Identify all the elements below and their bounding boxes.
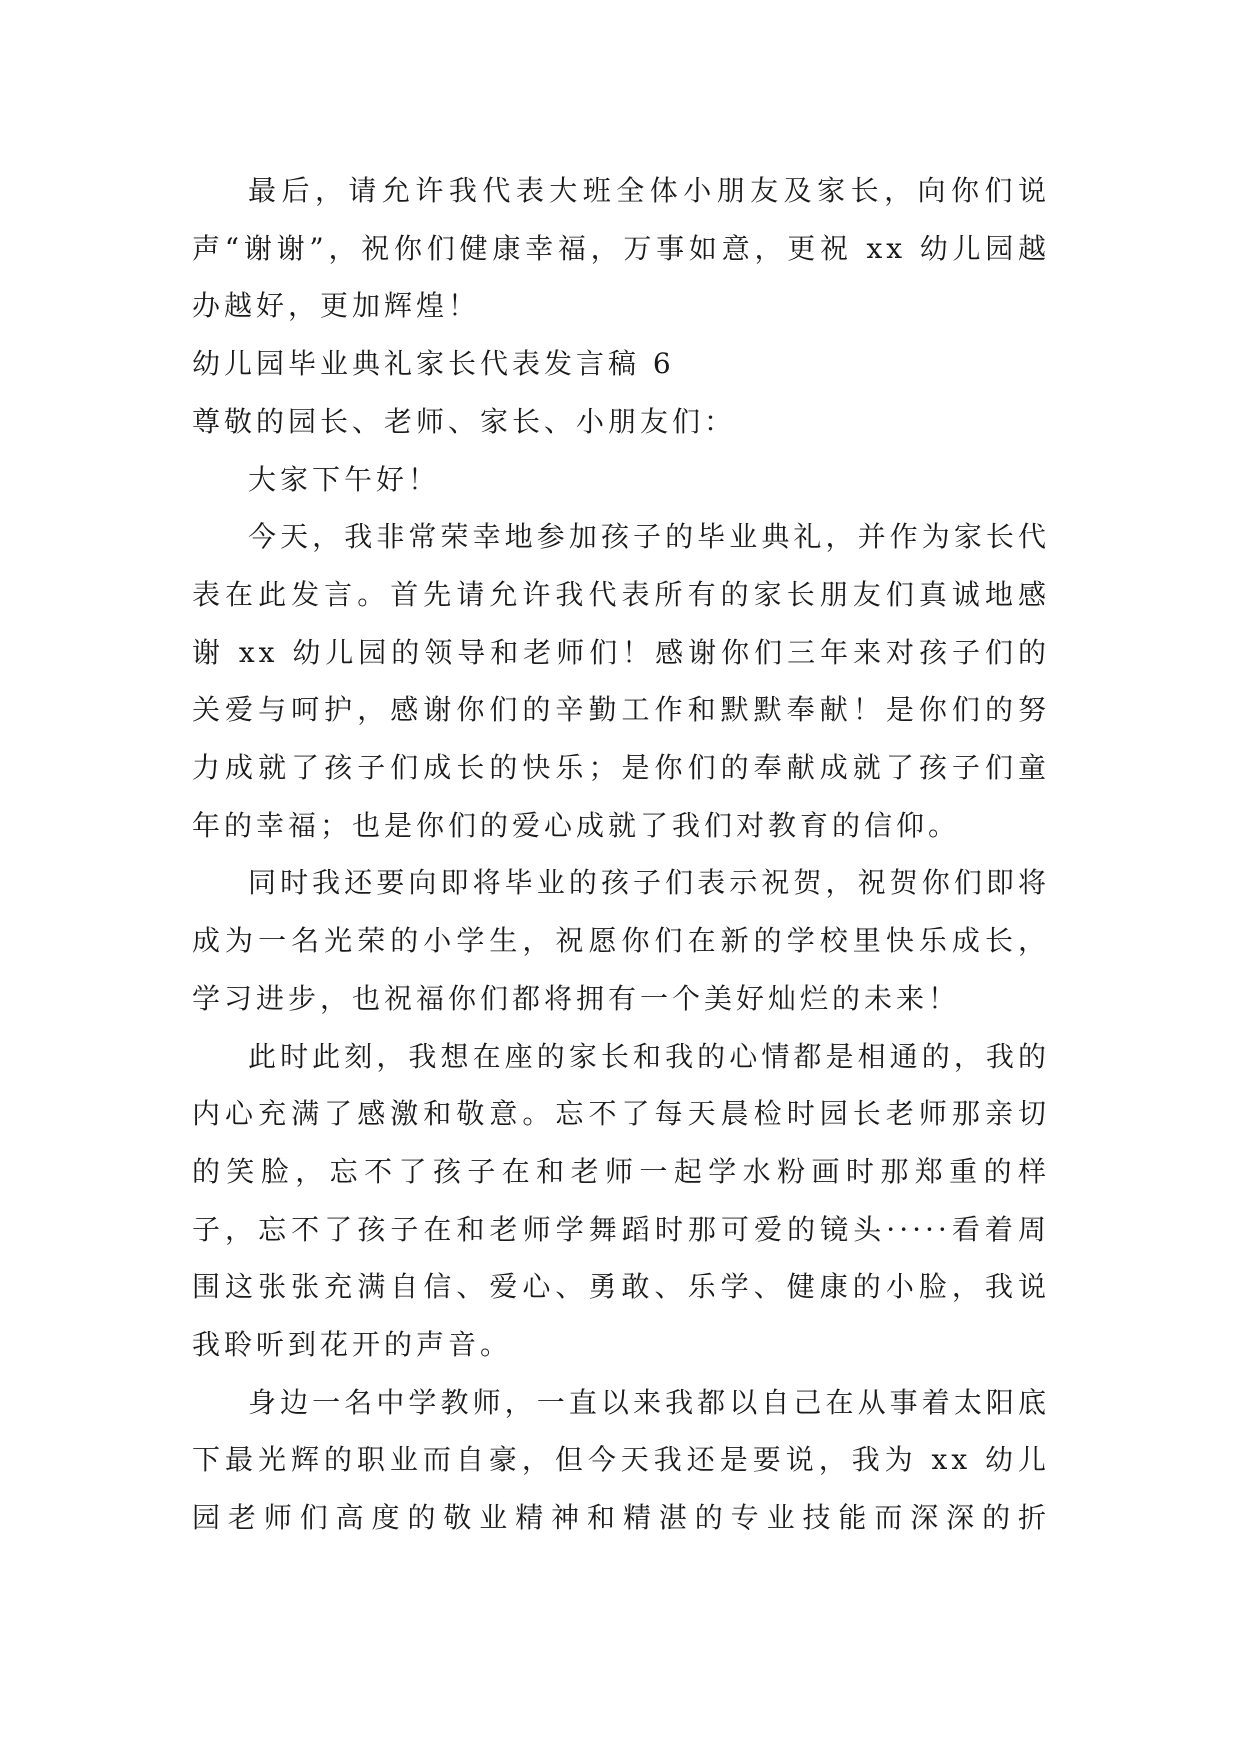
body-paragraph: 此时此刻，我想在座的家长和我的心情都是相通的，我的内心充满了感激和敬意。忘不了每天晨检时园长老师那亲切的笑脸，忘不了孩子在和老师一起学水粉画时那郑重的样子，忘不了孩子在和老师学舞蹈时那可爱的镜头·····看着周围这张张充满自信、爱心、勇敢、乐学、健康的小脸，我说我聆听到花开的声音。	[192, 1039, 1050, 1362]
body-paragraph: 今天，我非常荣幸地参加孩子的毕业典礼，并作为家长代表在此发言。首先请允许我代表所有的家长朋友们真诚地感谢 xx 幼儿园的领导和老师们！感谢你们三年来对孩子们的关爱与呵护，感谢你们的辛勤工作和默默奉献！是你们的努力成就了孩子们成长的快乐；是你们的奉献成就了孩子们童年的幸福；也是你们的爱心成就了我们对教育的信仰。	[192, 520, 1050, 842]
document-body	[192, 162, 1050, 1547]
closing-paragraph: 最后，请允许我代表大班全体小朋友及家长，向你们说声“谢谢”，祝你们健康幸福，万事如意，更祝 xx 幼儿园越办越好，更加辉煌！	[192, 174, 1050, 323]
body-paragraph: 同时我还要向即将毕业的孩子们表示祝贺，祝贺你们即将成为一名光荣的小学生，祝愿你们在新的学校里快乐成长，学习进步，也祝福你们都将拥有一个美好灿烂的未来！	[192, 866, 1050, 1015]
section-title: 幼儿园毕业典礼家长代表发言稿 6	[192, 347, 675, 381]
salutation: 尊敬的园长、老师、家长、小朋友们：	[192, 404, 737, 438]
greeting: 大家下午好！	[248, 462, 441, 496]
body-paragraph: 身边一名中学教师，一直以来我都以自己在从事着太阳底下最光辉的职业而自豪，但今天我还是要说，我为 xx 幼儿园老师们高度的敬业精神和精湛的专业技能而深深的折	[192, 1385, 1050, 1535]
